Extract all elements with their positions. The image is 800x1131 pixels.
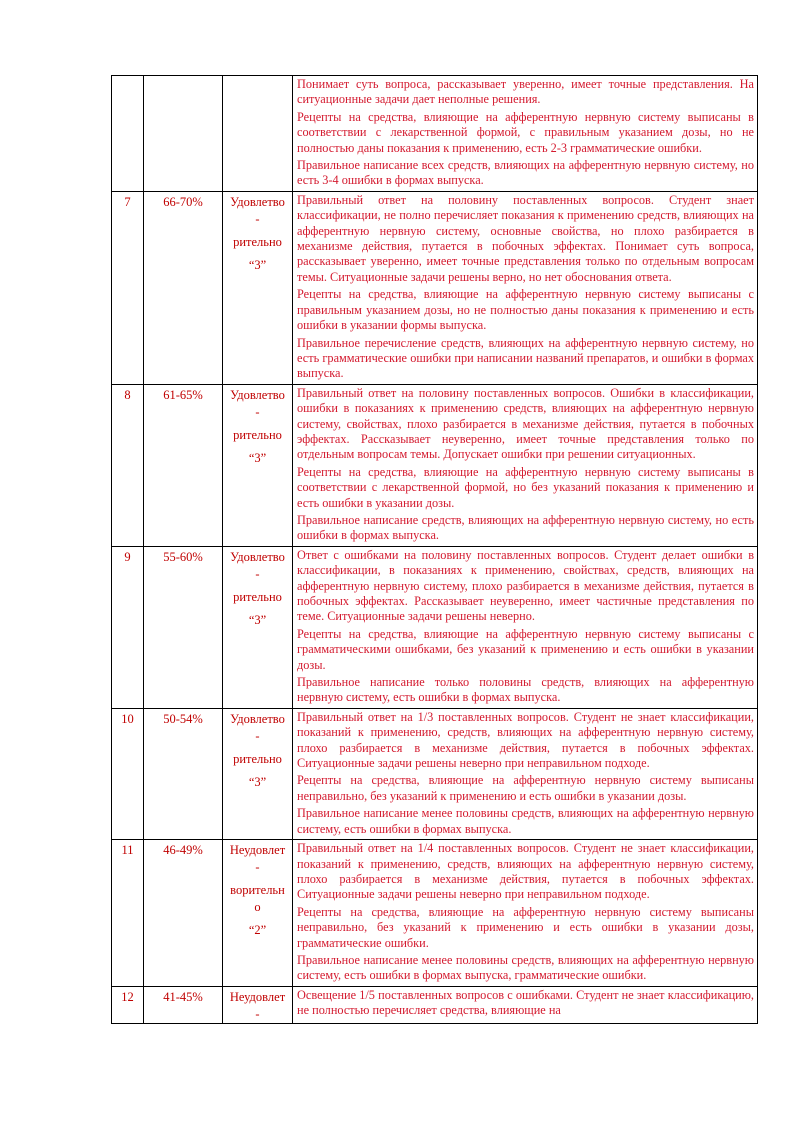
grade-line: “3” (248, 450, 267, 465)
criteria-paragraph: Рецепты на средства, влияющие на афферентную нервную систему выписаны с правильным указанием дозы, но не полностью даны показания к применению и есть ошибки в указании формы выпуска. (297, 287, 754, 333)
criteria-description-cell (293, 191, 758, 384)
criteria-paragraph: Рецепты на средства, влияющие на афферентную нервную систему выписаны в соответствии с лекарственной формой, с правильным указанием дозы, но не полностью даны показания к применению, есть 2-3 грамматические ошибки. (297, 109, 754, 155)
percent-range-cell: 61-65% (144, 384, 223, 546)
criteria-paragraph: Правильное перечисление средств, влияющих на афферентную нервную систему, но есть грамматические ошибки при написании названий препаратов, и ошибки в формах выпуска. (297, 335, 754, 381)
criteria-paragraph: Правильный ответ на 1/4 поставленных вопросов. Студент не знает классификации, показаний к применению, средств, влияющих на афферентную нервную систему, плохо разбирается в механизме действия, путается в побочных эффектах. Ситуационные задачи решены неверно при неправильном подходе. (297, 841, 754, 902)
table-row (112, 708, 758, 839)
grade-line: Неудовлет (229, 843, 286, 858)
table-row (112, 986, 758, 1023)
grade-line: Удовлетво (230, 549, 285, 564)
grade-cell (223, 986, 293, 1023)
grade-line: - (255, 566, 260, 581)
criteria-paragraph: Правильный ответ на половину поставленных вопросов. Студент знает классификации, не полно перечисляет показания к применению средств, влияющих на афферентную нервную систему, основные свойства, но плохо разбирается в механизме действия, путается в побочных эффектах. Понимает суть вопроса, рассказывает уверенно, имеет точные представления только по отдельным вопросам темы. Ситуационные задачи решены верно, но нет обоснования ответа. (297, 192, 754, 284)
row-number-cell: 12 (112, 986, 144, 1023)
criteria-description-cell (293, 76, 758, 192)
row-number-cell (112, 76, 144, 192)
table-row (112, 840, 758, 987)
grading-criteria-table (111, 75, 758, 1024)
grade-line: - (255, 1006, 260, 1021)
row-number-cell: 9 (112, 546, 144, 708)
criteria-paragraph: Ответ с ошибками на половину поставленных вопросов. Студент делает ошибки в классификации, в показаниях к применению, свойствах, средств, влияющих на афферентную нервную систему, плохо разбирается в механизме действия, путается в побочных эффектах. Рассказывает неуверенно, имеет частичные представления по теме. Ситуационные задачи решены неверно. (297, 547, 754, 624)
criteria-paragraph: Правильное написание всех средств, влияющих на афферентную нервную систему, но есть 3-4 ошибки в формах выпуска. (297, 158, 754, 188)
grading-table-body (112, 76, 758, 1024)
percent-range-cell: 66-70% (144, 191, 223, 384)
grade-line: рительно (233, 589, 282, 604)
criteria-paragraph: Правильное написание средств, влияющих на афферентную нервную систему, но есть ошибки в формах выпуска. (297, 512, 754, 543)
grade-cell (223, 546, 293, 708)
row-number-cell: 7 (112, 191, 144, 384)
grade-line: Неудовлет (229, 989, 286, 1004)
grade-line: “3” (248, 257, 267, 272)
grade-line: ворительн (230, 883, 285, 898)
grade-cell (223, 708, 293, 839)
grade-line: - (255, 404, 260, 419)
grade-line: - (255, 211, 260, 226)
percent-range-cell: 55-60% (144, 546, 223, 708)
criteria-paragraph: Рецепты на средства, влияющие на афферентную нервную систему выписаны в соответствии с лекарственной формой, но без указаний показания к применению и есть ошибки в указании дозы. (297, 464, 754, 510)
table-row (112, 384, 758, 546)
row-number-cell: 11 (112, 840, 144, 987)
criteria-paragraph: Рецепты на средства, влияющие на афферентную нервную систему выписаны неправильно, без указаний к применению и есть ошибки в указании дозы, грамматические ошибки. (297, 904, 754, 950)
criteria-description-cell (293, 546, 758, 708)
grade-line: о (254, 900, 261, 915)
grade-cell (223, 840, 293, 987)
grade-line: Удовлетво (230, 387, 285, 402)
criteria-paragraph: Правильное написание только половины средств, влияющих на афферентную нервную систему, есть ошибки в формах выпуска. (297, 675, 754, 705)
grading-criteria-sheet (111, 75, 757, 1024)
percent-range-cell (144, 76, 223, 192)
row-number-cell: 10 (112, 708, 144, 839)
criteria-paragraph: Понимает суть вопроса, рассказывает уверенно, имеет точные представления. На ситуационные задачи дает неполные решения. (297, 77, 754, 107)
criteria-paragraph: Рецепты на средства, влияющие на афферентную нервную систему выписаны неправильно, без указаний к применению и есть ошибки в указании дозы. (297, 773, 754, 803)
criteria-description-cell (293, 840, 758, 987)
table-row (112, 191, 758, 384)
percent-range-cell: 46-49% (144, 840, 223, 987)
percent-range-cell: 50-54% (144, 708, 223, 839)
grade-cell (223, 76, 293, 192)
criteria-paragraph: Правильный ответ на половину поставленных вопросов. Ошибки в классификации, ошибки в показаниях к применению средств, влияющих на афферентную нервную систему, свойствах, плохо разбирается в механизме действия, путается в побочных эффектах. Рассказывает неуверенно, имеет точные представления только по отдельным вопросам темы. Допускает ошибки при решении ситуационных. (297, 385, 754, 462)
criteria-description-cell (293, 384, 758, 546)
row-number-cell: 8 (112, 384, 144, 546)
grade-line: - (255, 860, 260, 875)
grade-line: “3” (248, 774, 267, 789)
grade-line: Удовлетво (230, 711, 285, 726)
grade-line: - (255, 728, 260, 743)
grade-line: рительно (233, 751, 282, 766)
criteria-description-cell (293, 986, 758, 1023)
grade-line: рительно (233, 427, 282, 442)
grade-cell (223, 384, 293, 546)
grade-line: рительно (233, 234, 282, 249)
criteria-paragraph: Правильное написание менее половины средств, влияющих на афферентную нервную систему, есть ошибки в формах выпуска. (297, 806, 754, 836)
grade-line: Удовлетво (230, 194, 285, 209)
criteria-paragraph: Рецепты на средства, влияющие на афферентную нервную систему выписаны с грамматическими ошибками, без указаний к применению и есть ошибки в указании дозы. (297, 626, 754, 672)
criteria-paragraph: Правильный ответ на 1/3 поставленных вопросов. Студент не знает классификации, показаний к применению, средств, влияющих на афферентную нервную систему, плохо разбирается в механизме действия, путается в побочных эффектах. Ситуационные задачи решены неверно при неправильном подходе. (297, 709, 754, 771)
criteria-paragraph: Освещение 1/5 поставленных вопросов с ошибками. Студент не знает классификацию, не полностью перечисляет средства, влияющие на (297, 987, 754, 1018)
table-row (112, 546, 758, 708)
table-row (112, 76, 758, 192)
grade-line: “3” (248, 612, 267, 627)
grade-line: “2” (248, 923, 267, 938)
criteria-paragraph: Правильное написание менее половины средств, влияющих на афферентную нервную систему, есть ошибки в формах выпуска, грамматические ошибки. (297, 952, 754, 983)
grade-cell (223, 191, 293, 384)
percent-range-cell: 41-45% (144, 986, 223, 1023)
criteria-description-cell (293, 708, 758, 839)
